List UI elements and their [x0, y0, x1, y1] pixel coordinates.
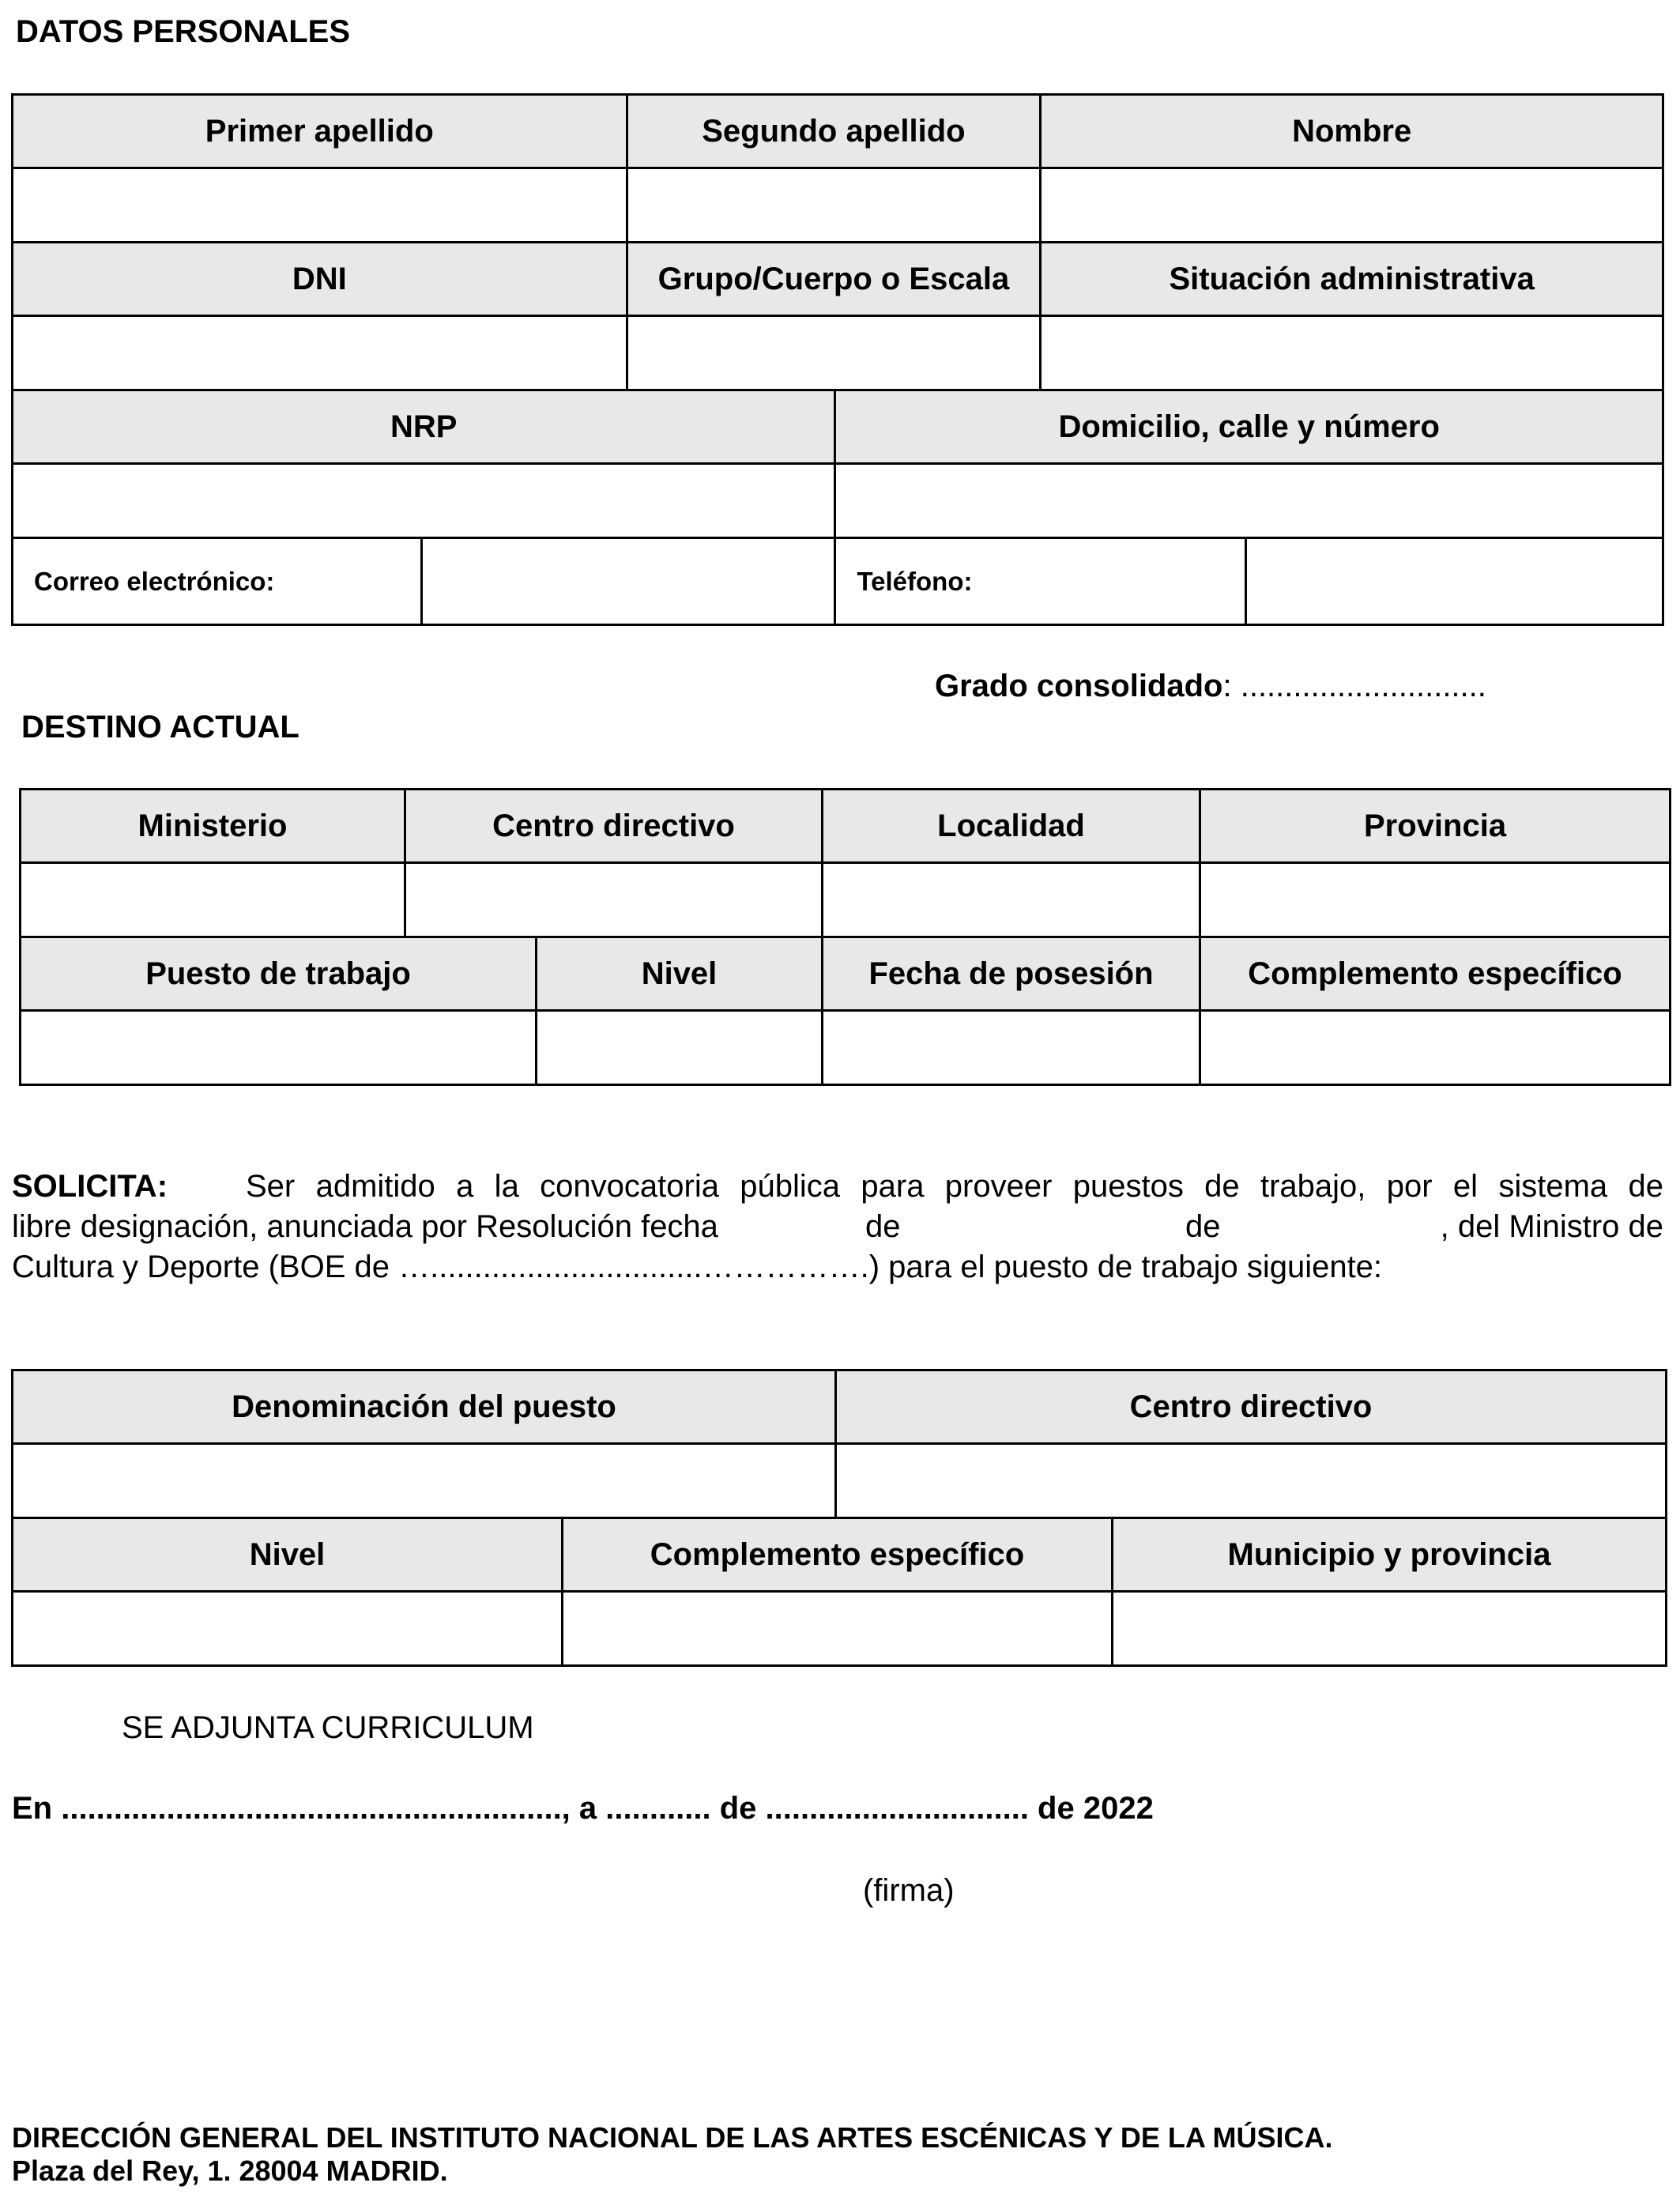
- correo-electronico-label: Correo electrónico:: [13, 538, 422, 625]
- domicilio-field[interactable]: [835, 464, 1663, 538]
- header-domicilio: Domicilio, calle y número: [835, 390, 1663, 464]
- solicita-label: SOLICITA:: [12, 1169, 168, 1204]
- section-title-datos-personales: DATOS PERSONALES: [16, 14, 351, 49]
- grado-consolidado: [935, 669, 1486, 704]
- dni-field[interactable]: [13, 316, 627, 390]
- nivel-solicitado-field[interactable]: [13, 1592, 563, 1666]
- header-nivel-solicitado: Nivel: [13, 1518, 563, 1592]
- nrp-field[interactable]: [13, 464, 835, 538]
- nombre-field[interactable]: [1041, 168, 1663, 243]
- solicita-text-2b: , del Ministro de: [1440, 1209, 1663, 1244]
- datos-personales-table: [11, 93, 1664, 626]
- fecha-lugar-line[interactable]: En ........................................................., a ............ de .............................. de 2022: [12, 1791, 1154, 1826]
- correo-electronico-field[interactable]: [421, 538, 835, 625]
- provincia-field[interactable]: [1200, 863, 1671, 937]
- grado-consolidado-label: Grado consolidado: [935, 669, 1223, 703]
- header-fecha-de-posesion: Fecha de posesión: [823, 937, 1200, 1011]
- footer-address: Plaza del Rey, 1. 28004 MADRID.: [12, 2154, 448, 2187]
- header-nombre: Nombre: [1041, 95, 1663, 168]
- fecha-de-posesion-field[interactable]: [823, 1011, 1200, 1085]
- telefono-label: Teléfono:: [835, 538, 1246, 625]
- se-adjunta-curriculum: SE ADJUNTA CURRICULUM: [122, 1710, 534, 1745]
- segundo-apellido-field[interactable]: [627, 168, 1041, 243]
- header-municipio-y-provincia: Municipio y provincia: [1113, 1518, 1667, 1592]
- header-complemento-especifico-solicitado: Complemento específico: [563, 1518, 1113, 1592]
- header-denominacion-del-puesto: Denominación del puesto: [13, 1370, 836, 1444]
- situacion-administrativa-field[interactable]: [1041, 316, 1663, 390]
- header-grupo-cuerpo-escala: Grupo/Cuerpo o Escala: [627, 243, 1041, 316]
- nivel-field[interactable]: [537, 1011, 823, 1085]
- ministerio-field[interactable]: [21, 863, 405, 937]
- header-nivel: Nivel: [537, 937, 823, 1011]
- solicita-text-2a: libre designación, anunciada por Resolución fecha: [12, 1209, 718, 1244]
- header-centro-directivo-solicitado: Centro directivo: [836, 1370, 1667, 1444]
- primer-apellido-field[interactable]: [13, 168, 627, 243]
- localidad-field[interactable]: [823, 863, 1200, 937]
- solicita-de-2: de: [1185, 1209, 1221, 1244]
- destino-actual-table: [19, 788, 1671, 1086]
- solicita-text-1: Ser admitido a la convocatoria pública para proveer puestos de trabajo, por el sistema de: [246, 1169, 1663, 1204]
- header-provincia: Provincia: [1200, 790, 1671, 863]
- puesto-de-trabajo-field[interactable]: [21, 1011, 537, 1085]
- header-nrp: NRP: [13, 390, 835, 464]
- puesto-solicitado-table: [11, 1369, 1667, 1667]
- solicita-line-1: [12, 1167, 1663, 1207]
- header-primer-apellido: Primer apellido: [13, 95, 627, 168]
- header-situacion-administrativa: Situación administrativa: [1041, 243, 1663, 316]
- solicita-text-3: Cultura y Deporte (BOE de …...............................…………….) para el puesto de trabajo siguiente:: [12, 1250, 1383, 1284]
- grado-consolidado-value[interactable]: : ............................: [1222, 669, 1486, 703]
- municipio-y-provincia-field[interactable]: [1113, 1592, 1667, 1666]
- complemento-especifico-field[interactable]: [1200, 1011, 1671, 1085]
- header-puesto-de-trabajo: Puesto de trabajo: [21, 937, 537, 1011]
- solicita-paragraph: [12, 1167, 1663, 1287]
- grupo-cuerpo-escala-field[interactable]: [627, 316, 1041, 390]
- header-centro-directivo: Centro directivo: [405, 790, 823, 863]
- telefono-field[interactable]: [1246, 538, 1663, 625]
- centro-directivo-solicitado-field[interactable]: [836, 1444, 1667, 1518]
- solicita-line-2: [12, 1207, 1663, 1247]
- header-segundo-apellido: Segundo apellido: [627, 95, 1041, 168]
- denominacion-del-puesto-field[interactable]: [13, 1444, 836, 1518]
- firma-label: (firma): [863, 1873, 955, 1908]
- header-complemento-especifico: Complemento específico: [1200, 937, 1671, 1011]
- complemento-especifico-solicitado-field[interactable]: [563, 1592, 1113, 1666]
- footer-direccion-general: DIRECCIÓN GENERAL DEL INSTITUTO NACIONAL DE LAS ARTES ESCÉNICAS Y DE LA MÚSICA.: [12, 2121, 1333, 2154]
- header-dni: DNI: [13, 243, 627, 316]
- solicita-de-1: de: [865, 1209, 901, 1244]
- header-localidad: Localidad: [823, 790, 1200, 863]
- header-ministerio: Ministerio: [21, 790, 405, 863]
- section-title-destino-actual: DESTINO ACTUAL: [21, 710, 299, 745]
- centro-directivo-field[interactable]: [405, 863, 823, 937]
